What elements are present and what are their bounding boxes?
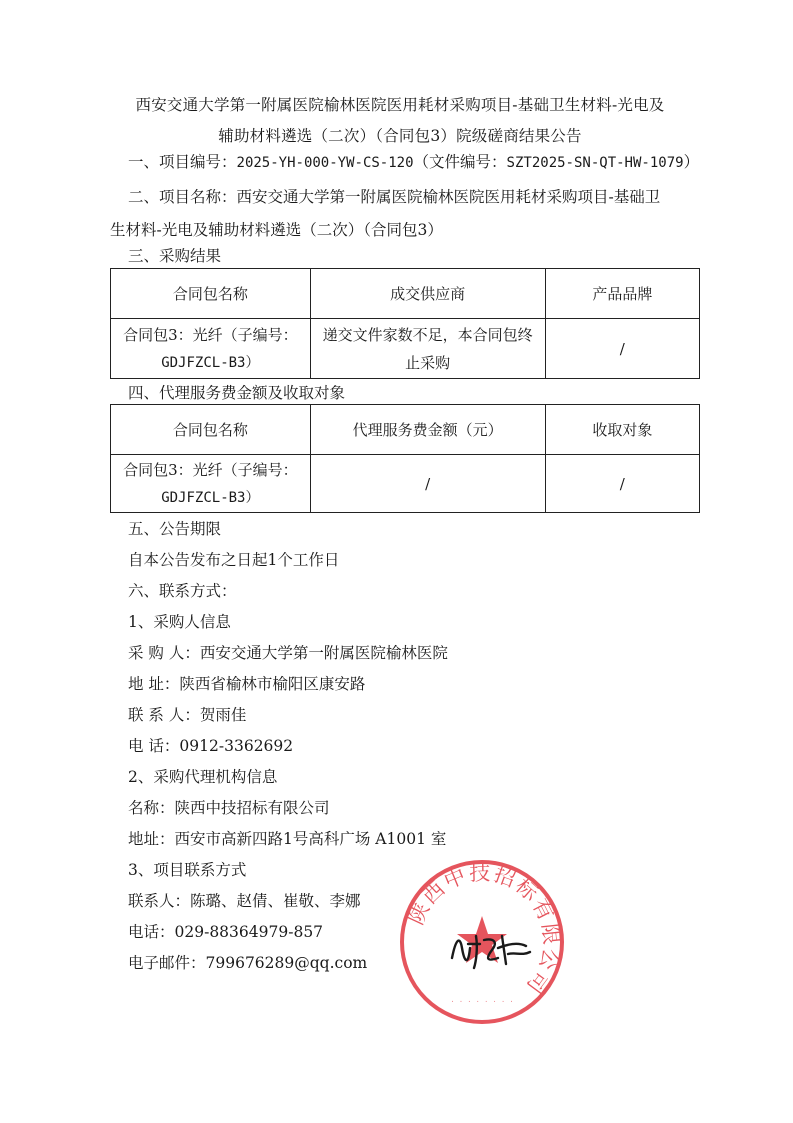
package-line-2: GDJFZCL-B3） xyxy=(161,489,260,506)
table-header-row xyxy=(111,405,700,455)
file-number-value: SZT2025-SN-QT-HW-1079 xyxy=(506,155,684,171)
cell-brand: / xyxy=(545,319,699,379)
header-brand: 产品品牌 xyxy=(545,269,699,319)
header-payer: 收取对象 xyxy=(545,405,699,455)
cell-package xyxy=(111,319,311,379)
project-number xyxy=(128,152,699,173)
svg-text:· · · · · · · ·: · · · · · · · · xyxy=(450,998,514,1006)
project-name-line-2: 生材料-光电及辅助材料遴选（二次）（合同包3） xyxy=(110,221,443,239)
cell-fee: / xyxy=(310,455,545,513)
purchaser-phone: 电 话：0912-3362692 xyxy=(128,737,294,755)
table-row xyxy=(111,319,700,379)
procurement-result-heading: 三、采购结果 xyxy=(128,247,222,265)
contact-heading: 六、联系方式： xyxy=(128,582,237,600)
title-line-2: 辅助材料遴选（二次）（合同包3）院级磋商结果公告 xyxy=(218,127,582,145)
agency-fee-heading: 四、代理服务费金额及收取对象 xyxy=(128,384,346,402)
project-name xyxy=(110,181,698,247)
agency-fee-table xyxy=(110,404,700,513)
supplier-line-2: 止采购 xyxy=(405,353,451,372)
project-contact-heading: 3、项目联系方式 xyxy=(128,861,247,879)
svg-text:陕西中技招标有限公司: 陕西中技招标有限公司 xyxy=(403,860,564,1000)
project-number-label: 一、项目编号： xyxy=(128,153,237,171)
project-contacts: 联系人：陈璐、赵倩、崔敬、李娜 xyxy=(128,892,361,910)
purchaser-address: 地 址：陕西省榆林市榆阳区康安路 xyxy=(128,675,366,693)
header-package: 合同包名称 xyxy=(111,405,311,455)
agency-heading: 2、采购代理机构信息 xyxy=(128,768,278,786)
header-fee: 代理服务费金额（元） xyxy=(310,405,545,455)
procurement-result-table xyxy=(110,268,700,379)
package-line-1: 合同包3：光纤（子编号： xyxy=(123,460,298,479)
notice-period-text: 自本公告发布之日起1个工作日 xyxy=(128,551,340,569)
package-line-2: GDJFZCL-B3） xyxy=(161,354,260,371)
supplier-line-1: 递交文件家数不足，本合同包终 xyxy=(322,325,533,344)
cell-package xyxy=(111,455,311,513)
project-phone: 电话：029-88364979-857 xyxy=(128,923,324,941)
purchaser-heading: 1、采购人信息 xyxy=(128,613,231,631)
project-email: 电子邮件：799676289@qq.com xyxy=(128,954,368,972)
cell-payer: / xyxy=(545,455,699,513)
title-line-1: 西安交通大学第一附属医院榆林医院医用耗材采购项目-基础卫生材料-光电及 xyxy=(135,96,665,114)
table-header-row xyxy=(111,269,700,319)
agency-address: 地址：西安市高新四路1号高科广场 A1001 室 xyxy=(128,830,447,848)
purchaser-name: 采 购 人：西安交通大学第一附属医院榆林医院 xyxy=(128,644,448,662)
project-number-value: 2025-YH-000-YW-CS-120 xyxy=(236,155,414,171)
project-name-line-1: 二、项目名称：西安交通大学第一附属医院榆林医院医用耗材采购项目-基础卫 xyxy=(128,188,661,206)
file-number-label: （文件编号： xyxy=(413,153,507,171)
file-number-close: ） xyxy=(683,153,700,171)
package-line-1: 合同包3：光纤（子编号： xyxy=(123,325,298,344)
cell-supplier xyxy=(310,319,545,379)
table-row xyxy=(111,455,700,513)
header-supplier: 成交供应商 xyxy=(310,269,545,319)
header-package: 合同包名称 xyxy=(111,269,311,319)
document-title xyxy=(110,90,690,152)
notice-period-heading: 五、公告期限 xyxy=(128,520,222,538)
purchaser-contact: 联 系 人：贺雨佳 xyxy=(128,706,247,724)
handwritten-signature xyxy=(446,918,536,978)
agency-name: 名称：陕西中技招标有限公司 xyxy=(128,799,330,817)
